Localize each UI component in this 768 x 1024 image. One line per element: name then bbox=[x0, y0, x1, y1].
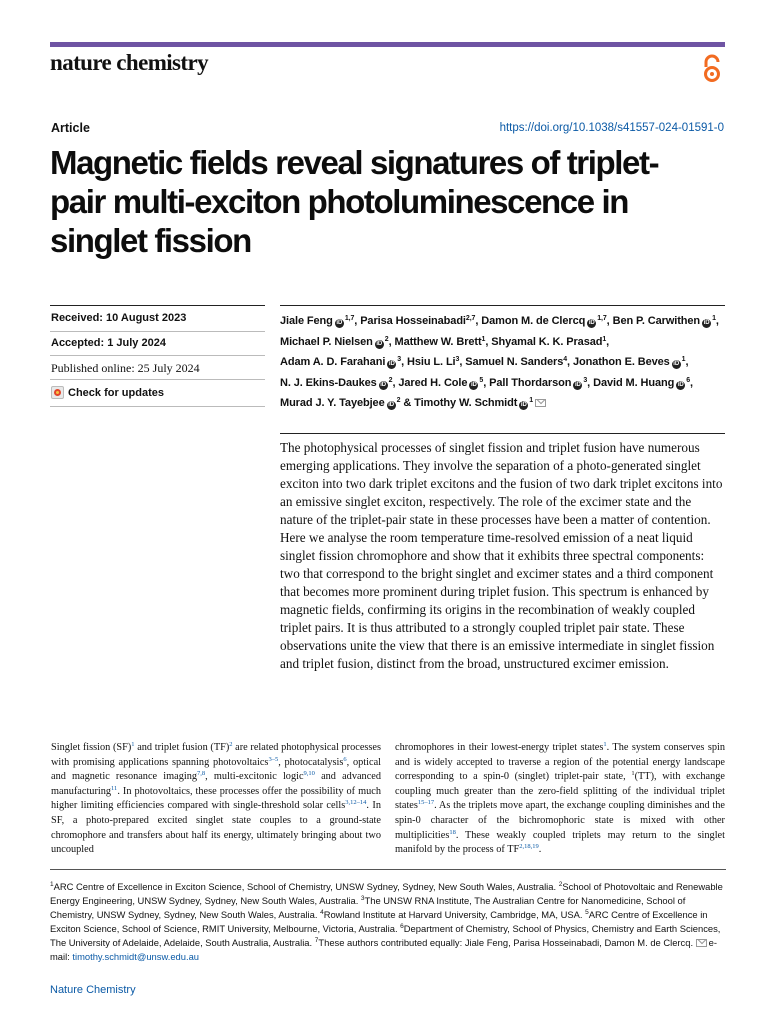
received-date: Received: 10 August 2023 bbox=[51, 312, 187, 324]
affiliation-marker: 4 bbox=[563, 356, 568, 364]
affiliation-marker: 2 bbox=[396, 397, 401, 405]
author-entry: Parisa Hosseinabadi$^{2,7}$, bbox=[360, 315, 479, 327]
abstract-divider bbox=[280, 433, 725, 434]
superscript-marker: 1 bbox=[50, 881, 54, 888]
reference-link[interactable]: 3–5 bbox=[268, 755, 279, 763]
abstract: The photophysical processes of singlet fission and triplet fusion have numerous emerging applications. They involve the separation of a photo-generated singlet exciton into two dark triplet excitons and the fusion of two dark triplet excitons into an emissive singlet exciton, respectively. The role of the excimer state and the nature of the triplet-pair state in these processes have been a matter of contention. Here we analyse the room temperature time-resolved emission of a neat liquid singlet fission chromophore and show that it exhibits three spectral components: two that correspond to the bright singlet and excimer states and a third component that becomes more prominent during triplet fusion. This spectrum is enhanced by magnetic fields, confirming its origins in the recombination of weakly coupled triplet pairs. It is thus attributed to a strongly coupled triplet pair state. These observations unite the view that there is an emissive intermediate in singlet fission and triplet fusion, distinct from the broad, unstructured excimer emission. bbox=[280, 440, 723, 671]
reference-link[interactable]: 2,18,19 bbox=[519, 843, 539, 851]
author-name[interactable]: Hsiu L. Li bbox=[407, 356, 456, 369]
reference-link[interactable]: 7,8 bbox=[197, 770, 206, 778]
author-entry: Jiale Feng iD$^{1,7}$, bbox=[280, 315, 358, 327]
reference-link[interactable]: 6 bbox=[343, 755, 347, 763]
orcid-icon[interactable]: iD bbox=[673, 361, 680, 368]
author-name[interactable]: Jiale Feng bbox=[280, 315, 333, 327]
reference-link[interactable]: 18 bbox=[449, 828, 456, 836]
orcid-icon[interactable]: iD bbox=[388, 402, 394, 409]
open-access-icon[interactable] bbox=[700, 54, 724, 84]
affiliation-marker: 1 bbox=[712, 315, 716, 322]
reference-link[interactable]: 15–17 bbox=[417, 799, 435, 807]
affiliation-marker: 2 bbox=[384, 335, 389, 343]
reference-link[interactable]: 9,10 bbox=[303, 770, 315, 778]
meta-rule bbox=[50, 406, 265, 407]
author-entry: David M. Huang iD$^6$, bbox=[593, 376, 693, 389]
orcid-icon[interactable]: iD bbox=[336, 320, 343, 326]
superscript-marker: 7 bbox=[314, 936, 319, 944]
meta-rule bbox=[50, 331, 265, 332]
email-icon[interactable] bbox=[535, 399, 546, 407]
footnote-divider bbox=[50, 869, 726, 870]
body-column-left: Singlet fission (SF)$^1$ and triplet fusion (TF)$^2$ are related photophysical processes with promising applications spanning photovoltaics$^{3-5}$, photocatalysis$^6$, optical and magnetic resonance imaging$^{7,8}$, multi-excitonic logic$^{9,10}$ and advanced manufacturing$^{11}$. In photovoltaics, these processes offer the possibility of much higher limiting efficiencies compared with single-threshold solar cells$^{3,12-14}$. In SF, a photo-prepared excited singlet state couples to a ground-state chromophore and transfers about half its energy, ultimately bringing about two uncoupled bbox=[51, 741, 382, 856]
author-name[interactable]: Matthew W. Brett bbox=[394, 335, 482, 348]
check-for-updates-button[interactable] bbox=[51, 386, 164, 399]
superscript-marker: 6 bbox=[400, 922, 404, 930]
published-date: Published online: 25 July 2024 bbox=[51, 361, 200, 375]
author-name[interactable]: Timothy W. Schmidt bbox=[414, 397, 518, 410]
body-column-right: chromophores in their lowest-energy triplet states$^1$. The system conserves spin and is widely accepted to traverse a region of the potential energy landscape corresponding to a spin-0 (singlet) triplet-pair state, $^1$(TT), with exchange coupling much greater than the zero-field splitting of the individual triplet states$^{15-17}$. As the triplets move apart, the exchange coupling diminishes and the spin-0 character of the bichromophoric state is mixed with other multiplicities$^{18}$. These weakly coupled triplets may return to the singlet manifold by the process of TF$^{2,18,19}$. bbox=[395, 741, 725, 856]
author-entry: Samuel N. Sanders$^4$, bbox=[465, 356, 570, 369]
affiliation-marker: 2,7 bbox=[465, 315, 476, 322]
accepted-date: Accepted: 1 July 2024 bbox=[51, 337, 166, 349]
footer-journal: Nature Chemistry bbox=[50, 984, 136, 996]
crossmark-icon bbox=[51, 386, 64, 399]
author-entry: Jonathon E. Beves iD$^1$, bbox=[572, 356, 689, 369]
author-name[interactable]: Jared H. Cole bbox=[398, 376, 468, 389]
superscript-marker: 2 bbox=[558, 881, 563, 888]
authors-divider bbox=[280, 305, 725, 306]
author-entry: Jared H. Cole iD$^5$, bbox=[398, 376, 487, 389]
article-type: Article bbox=[51, 121, 90, 135]
reference-link[interactable]: 1 bbox=[131, 741, 135, 748]
author-name[interactable]: N. J. Ekins-Daukes bbox=[280, 376, 377, 389]
author-name[interactable]: Adam A. D. Farahani bbox=[280, 356, 386, 369]
affiliation-marker: 1 bbox=[481, 335, 486, 343]
author-entry: Hsiu L. Li$^3$, bbox=[407, 356, 463, 369]
orcid-icon[interactable]: iD bbox=[703, 320, 710, 326]
meta-divider bbox=[50, 305, 265, 306]
superscript-marker: 4 bbox=[320, 908, 324, 916]
affiliation-marker: 1,7 bbox=[344, 315, 355, 322]
author-entry bbox=[414, 397, 546, 409]
author-entry: Adam A. D. Farahani iD$^3$, bbox=[280, 356, 405, 369]
affiliation-marker: 1,7 bbox=[597, 315, 607, 322]
reference-link[interactable]: 2 bbox=[229, 741, 233, 748]
author-name[interactable]: Samuel N. Sanders bbox=[465, 356, 564, 369]
orcid-icon[interactable]: iD bbox=[470, 381, 477, 388]
affiliation-marker: 3 bbox=[583, 376, 588, 384]
reference-link[interactable]: 1 bbox=[603, 741, 607, 748]
orcid-icon[interactable]: iD bbox=[588, 320, 595, 326]
author-name[interactable]: Parisa Hosseinabadi bbox=[360, 315, 466, 327]
author-name[interactable]: Pall Thordarson bbox=[489, 376, 572, 389]
author-name[interactable]: Shyamal K. K. Prasad bbox=[491, 335, 603, 348]
author-entry: Pall Thordarson iD$^3$, bbox=[489, 376, 591, 389]
affiliation-marker: 1 bbox=[529, 397, 534, 405]
orcid-icon[interactable]: iD bbox=[520, 402, 527, 409]
orcid-icon[interactable]: iD bbox=[388, 361, 395, 368]
author-name[interactable]: David M. Huang bbox=[593, 376, 675, 389]
article-title: Magnetic fields reveal signatures of triplet-pair multi-exciton photoluminescence in singlet fission bbox=[50, 144, 659, 259]
email-link[interactable]: timothy.schmidt@unsw.edu.au bbox=[72, 950, 199, 962]
reference-link[interactable]: 11 bbox=[111, 784, 118, 792]
author-name[interactable]: Murad J. Y. Tayebjee bbox=[280, 397, 385, 410]
orcid-icon[interactable]: iD bbox=[380, 381, 387, 388]
affiliation-marker: 3 bbox=[455, 356, 460, 364]
journal-name: nature chemistry bbox=[50, 50, 208, 75]
meta-rule bbox=[50, 379, 265, 380]
orcid-icon[interactable]: iD bbox=[677, 381, 684, 388]
affiliation-marker: 2 bbox=[388, 376, 393, 384]
orcid-icon[interactable]: iD bbox=[376, 340, 383, 347]
author-entry: Murad J. Y. Tayebjee iD$^2$ & bbox=[280, 397, 412, 410]
check-for-updates-label: Check for updates bbox=[68, 386, 164, 399]
reference-link[interactable]: 3,12–14 bbox=[345, 799, 367, 807]
journal-accent-bar bbox=[50, 42, 725, 47]
affiliations-footnote: $^1$ARC Centre of Excellence in Exciton Science, School of Chemistry, UNSW Sydney, Sydney, New South Wales, Australia. $^2$School of Photovoltaic and Renewable Energy Engineering, UNSW Sydney, Sydney, New South Wales, Australia. $^3$The UNSW RNA Institute, The Australian Centre for Nanomedicine, School of Chemistry, UNSW Sydney, Sydney, New South Wales, Australia. $^4$Rowland Institute at Harvard University, Cambridge, MA, USA. $^5$ARC Centre of Excellence in Exciton Science, School of Science, RMIT University, Melbourne, Victoria, Australia. $^6$Department of Chemistry, School of Physics, Chemistry and Earth Sciences, The University of Adelaide, Adelaide, South Australia, Australia. $^7$These authors contributed equally: Jiale Feng, Parisa Hosseinabadi, Damon M. de Clercq. e-mail: timothy.schmidt@unsw.edu.au bbox=[50, 881, 723, 962]
author-list bbox=[280, 310, 730, 413]
affiliation-marker: 1 bbox=[602, 335, 607, 343]
author-name[interactable]: Jonathon E. Beves bbox=[572, 356, 670, 369]
author-name[interactable]: Damon M. de Clercq bbox=[481, 315, 586, 327]
affiliation-marker: 1 bbox=[681, 356, 686, 364]
meta-rule bbox=[50, 355, 265, 356]
author-name[interactable]: Michael P. Nielsen bbox=[280, 335, 373, 348]
author-name[interactable]: Ben P. Carwithen bbox=[612, 315, 701, 327]
superscript-marker: 1 bbox=[631, 770, 635, 778]
superscript-marker: 5 bbox=[585, 908, 589, 916]
affiliation-marker: 6 bbox=[686, 376, 691, 384]
author-entry: Damon M. de Clercq iD$^{1,7}$, bbox=[481, 315, 610, 327]
email-icon[interactable] bbox=[696, 939, 707, 947]
author-entry: Michael P. Nielsen iD$^2$, bbox=[280, 335, 392, 348]
affiliation-marker: 5 bbox=[479, 376, 484, 384]
author-entry: N. J. Ekins-Daukes iD$^2$, bbox=[280, 376, 396, 389]
author-entry: Matthew W. Brett$^1$, bbox=[394, 335, 489, 348]
orcid-icon[interactable]: iD bbox=[574, 381, 581, 388]
superscript-marker: 3 bbox=[360, 894, 365, 902]
affiliation-marker: 3 bbox=[397, 356, 402, 364]
doi-link[interactable]: https://doi.org/10.1038/s41557-024-01591-0 bbox=[499, 122, 724, 134]
author-entry: Ben P. Carwithen iD$^1$, bbox=[612, 315, 719, 327]
author-entry: Shyamal K. K. Prasad$^1$, bbox=[491, 335, 610, 348]
